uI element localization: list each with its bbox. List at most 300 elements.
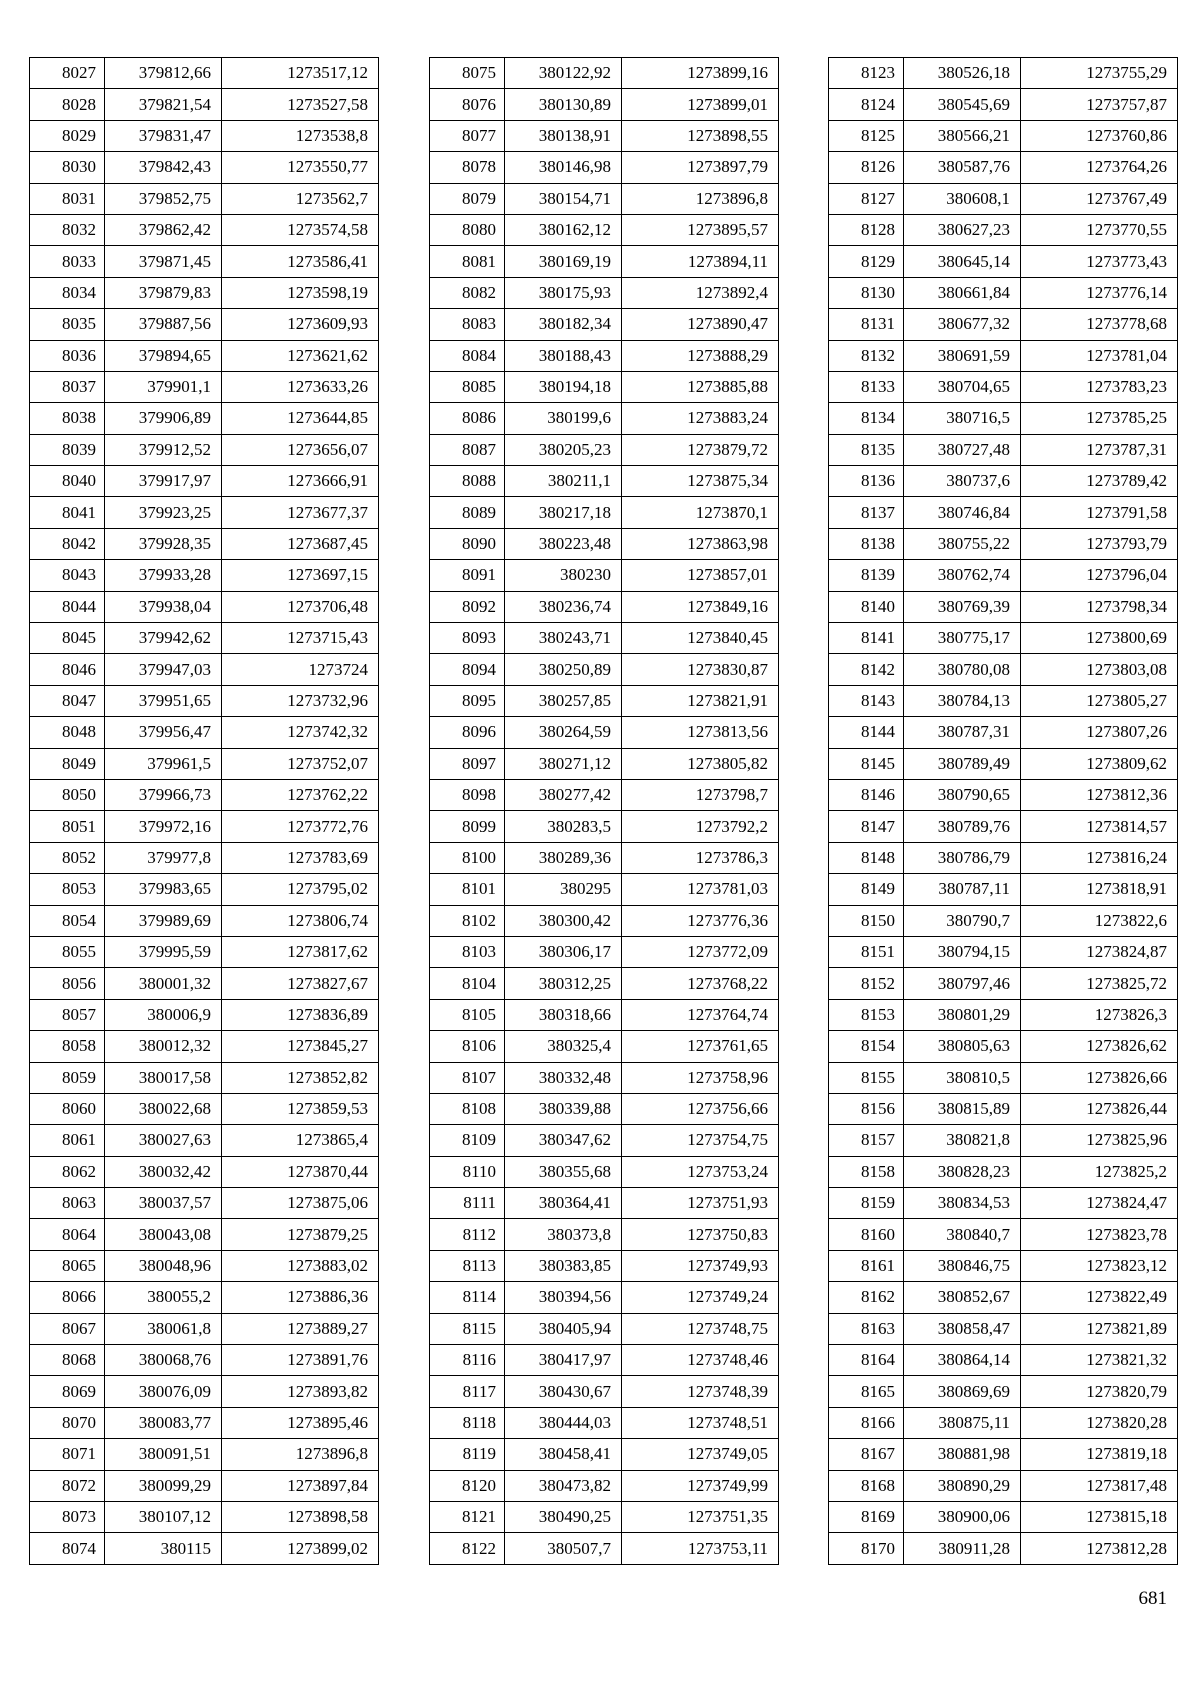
table-row [30,1031,379,1062]
table-row [30,748,379,779]
table-row [829,434,1178,465]
table-row [30,654,379,685]
y-coordinate-cell: 1273748,46 [622,1345,779,1376]
point-number-cell: 8090 [430,528,505,559]
table-row [430,277,779,308]
x-coordinate-cell: 379852,75 [105,183,222,214]
x-coordinate-cell: 380068,76 [105,1345,222,1376]
table-row [430,685,779,716]
x-coordinate-cell: 380236,74 [505,591,622,622]
x-coordinate-cell: 380017,58 [105,1062,222,1093]
table-row [30,1470,379,1501]
y-coordinate-cell: 1273748,51 [622,1407,779,1438]
y-coordinate-cell: 1273776,14 [1021,277,1178,308]
x-coordinate-cell: 380801,29 [904,999,1021,1030]
x-coordinate-cell: 380677,32 [904,309,1021,340]
point-number-cell: 8161 [829,1250,904,1281]
table-row [430,58,779,89]
x-coordinate-cell: 379947,03 [105,654,222,685]
y-coordinate-cell: 1273889,27 [222,1313,379,1344]
x-coordinate-cell: 379995,59 [105,936,222,967]
table-row [829,89,1178,120]
table-row [430,1533,779,1564]
y-coordinate-cell: 1273897,79 [622,152,779,183]
y-coordinate-cell: 1273815,18 [1021,1501,1178,1532]
table-row [829,403,1178,434]
point-number-cell: 8035 [30,309,105,340]
table-row [829,1031,1178,1062]
table-row [30,1062,379,1093]
x-coordinate-cell: 380332,48 [505,1062,622,1093]
table-row [829,999,1178,1030]
y-coordinate-cell: 1273772,76 [222,811,379,842]
table-row [430,1125,779,1156]
y-coordinate-cell: 1273781,03 [622,874,779,905]
table-row [30,560,379,591]
point-number-cell: 8168 [829,1470,904,1501]
table-row [430,1439,779,1470]
x-coordinate-cell: 380022,68 [105,1093,222,1124]
x-coordinate-cell: 380076,09 [105,1376,222,1407]
y-coordinate-cell: 1273825,2 [1021,1156,1178,1187]
y-coordinate-cell: 1273550,77 [222,152,379,183]
point-number-cell: 8152 [829,968,904,999]
y-coordinate-cell: 1273817,62 [222,936,379,967]
x-coordinate-cell: 379901,1 [105,371,222,402]
table-row [430,874,779,905]
y-coordinate-cell: 1273697,15 [222,560,379,591]
point-number-cell: 8086 [430,403,505,434]
point-number-cell: 8133 [829,371,904,402]
point-number-cell: 8142 [829,654,904,685]
table-row [829,58,1178,89]
x-coordinate-cell: 380355,68 [505,1156,622,1187]
x-coordinate-cell: 380507,7 [505,1533,622,1564]
x-coordinate-cell: 379862,42 [105,214,222,245]
point-number-cell: 8150 [829,905,904,936]
x-coordinate-cell: 380012,32 [105,1031,222,1062]
point-number-cell: 8127 [829,183,904,214]
point-number-cell: 8105 [430,999,505,1030]
x-coordinate-cell: 380130,89 [505,89,622,120]
x-coordinate-cell: 380043,08 [105,1219,222,1250]
point-number-cell: 8073 [30,1501,105,1532]
x-coordinate-cell: 380250,89 [505,654,622,685]
x-coordinate-cell: 380257,85 [505,685,622,716]
point-number-cell: 8158 [829,1156,904,1187]
y-coordinate-cell: 1273821,89 [1021,1313,1178,1344]
x-coordinate-cell: 380900,06 [904,1501,1021,1532]
table-row [430,371,779,402]
point-number-cell: 8034 [30,277,105,308]
point-number-cell: 8156 [829,1093,904,1124]
point-number-cell: 8064 [30,1219,105,1250]
y-coordinate-cell: 1273883,02 [222,1250,379,1281]
x-coordinate-cell: 380405,94 [505,1313,622,1344]
table-row [430,152,779,183]
point-number-cell: 8146 [829,779,904,810]
point-number-cell: 8052 [30,842,105,873]
y-coordinate-cell: 1273888,29 [622,340,779,371]
y-coordinate-cell: 1273830,87 [622,654,779,685]
y-coordinate-cell: 1273824,47 [1021,1188,1178,1219]
y-coordinate-cell: 1273836,89 [222,999,379,1030]
point-number-cell: 8128 [829,214,904,245]
table-row [430,842,779,873]
x-coordinate-cell: 379961,5 [105,748,222,779]
point-number-cell: 8098 [430,779,505,810]
table-row [430,905,779,936]
x-coordinate-cell: 380430,67 [505,1376,622,1407]
y-coordinate-cell: 1273898,58 [222,1501,379,1532]
table-row [829,623,1178,654]
point-number-cell: 8111 [430,1188,505,1219]
table-row [430,434,779,465]
x-coordinate-cell: 380790,7 [904,905,1021,936]
table-row [430,466,779,497]
y-coordinate-cell: 1273749,99 [622,1470,779,1501]
point-number-cell: 8093 [430,623,505,654]
table-row [829,246,1178,277]
point-number-cell: 8039 [30,434,105,465]
table-row [829,1313,1178,1344]
point-number-cell: 8107 [430,1062,505,1093]
point-number-cell: 8041 [30,497,105,528]
y-coordinate-cell: 1273820,79 [1021,1376,1178,1407]
x-coordinate-cell: 379894,65 [105,340,222,371]
table-row [430,717,779,748]
table-row [30,1439,379,1470]
point-number-cell: 8170 [829,1533,904,1564]
table-row [829,1188,1178,1219]
x-coordinate-cell: 380755,22 [904,528,1021,559]
y-coordinate-cell: 1273892,4 [622,277,779,308]
x-coordinate-cell: 380762,74 [904,560,1021,591]
point-number-cell: 8058 [30,1031,105,1062]
table-row [829,528,1178,559]
y-coordinate-cell: 1273821,91 [622,685,779,716]
table-row [30,1407,379,1438]
x-coordinate-cell: 380243,71 [505,623,622,654]
x-coordinate-cell: 379879,83 [105,277,222,308]
point-number-cell: 8147 [829,811,904,842]
table-row [30,999,379,1030]
x-coordinate-cell: 380032,42 [105,1156,222,1187]
table-row [430,183,779,214]
table-row [30,1376,379,1407]
y-coordinate-cell: 1273899,01 [622,89,779,120]
y-coordinate-cell: 1273891,76 [222,1345,379,1376]
point-number-cell: 8036 [30,340,105,371]
table-row [430,1313,779,1344]
x-coordinate-cell: 380846,75 [904,1250,1021,1281]
x-coordinate-cell: 380306,17 [505,936,622,967]
y-coordinate-cell: 1273895,46 [222,1407,379,1438]
point-number-cell: 8104 [430,968,505,999]
x-coordinate-cell: 380347,62 [505,1125,622,1156]
point-number-cell: 8169 [829,1501,904,1532]
y-coordinate-cell: 1273687,45 [222,528,379,559]
x-coordinate-cell: 380295 [505,874,622,905]
x-coordinate-cell: 380300,42 [505,905,622,936]
table-row [430,1188,779,1219]
x-coordinate-cell: 380138,91 [505,120,622,151]
y-coordinate-cell: 1273840,45 [622,623,779,654]
x-coordinate-cell: 380271,12 [505,748,622,779]
point-number-cell: 8126 [829,152,904,183]
point-number-cell: 8054 [30,905,105,936]
point-number-cell: 8053 [30,874,105,905]
point-number-cell: 8137 [829,497,904,528]
table-row [829,905,1178,936]
point-number-cell: 8062 [30,1156,105,1187]
x-coordinate-cell: 380154,71 [505,183,622,214]
x-coordinate-cell: 380027,63 [105,1125,222,1156]
table-row [829,340,1178,371]
y-coordinate-cell: 1273666,91 [222,466,379,497]
table-row [430,748,779,779]
x-coordinate-cell: 380864,14 [904,1345,1021,1376]
x-coordinate-cell: 379831,47 [105,120,222,151]
y-coordinate-cell: 1273825,96 [1021,1125,1178,1156]
x-coordinate-cell: 380746,84 [904,497,1021,528]
x-coordinate-cell: 380627,23 [904,214,1021,245]
table-row [30,905,379,936]
point-number-cell: 8077 [430,120,505,151]
table-row [829,1533,1178,1564]
x-coordinate-cell: 380037,57 [105,1188,222,1219]
x-coordinate-cell: 379871,45 [105,246,222,277]
y-coordinate-cell: 1273822,49 [1021,1282,1178,1313]
y-coordinate-cell: 1273857,01 [622,560,779,591]
table-row [430,1470,779,1501]
point-number-cell: 8165 [829,1376,904,1407]
y-coordinate-cell: 1273749,05 [622,1439,779,1470]
y-coordinate-cell: 1273781,04 [1021,340,1178,371]
point-number-cell: 8056 [30,968,105,999]
y-coordinate-cell: 1273762,22 [222,779,379,810]
x-coordinate-cell: 380006,9 [105,999,222,1030]
table-row [30,466,379,497]
x-coordinate-cell: 379812,66 [105,58,222,89]
y-coordinate-cell: 1273756,66 [622,1093,779,1124]
table-row [829,466,1178,497]
y-coordinate-cell: 1273677,37 [222,497,379,528]
y-coordinate-cell: 1273656,07 [222,434,379,465]
point-number-cell: 8085 [430,371,505,402]
point-number-cell: 8078 [430,152,505,183]
table-row [30,936,379,967]
table-row [30,1345,379,1376]
point-number-cell: 8094 [430,654,505,685]
table-row [430,1219,779,1250]
y-coordinate-cell: 1273732,96 [222,685,379,716]
table-row [30,1282,379,1313]
y-coordinate-cell: 1273757,87 [1021,89,1178,120]
x-coordinate-cell: 380061,8 [105,1313,222,1344]
x-coordinate-cell: 380526,18 [904,58,1021,89]
table-row [30,246,379,277]
point-number-cell: 8118 [430,1407,505,1438]
table-row [430,1250,779,1281]
point-number-cell: 8047 [30,685,105,716]
table-row [30,685,379,716]
x-coordinate-cell: 380810,5 [904,1062,1021,1093]
point-number-cell: 8031 [30,183,105,214]
point-number-cell: 8121 [430,1501,505,1532]
x-coordinate-cell: 380780,08 [904,654,1021,685]
x-coordinate-cell: 380911,28 [904,1533,1021,1564]
y-coordinate-cell: 1273768,22 [622,968,779,999]
point-number-cell: 8097 [430,748,505,779]
point-number-cell: 8153 [829,999,904,1030]
point-number-cell: 8045 [30,623,105,654]
y-coordinate-cell: 1273795,02 [222,874,379,905]
x-coordinate-cell: 380211,1 [505,466,622,497]
y-coordinate-cell: 1273826,66 [1021,1062,1178,1093]
y-coordinate-cell: 1273818,91 [1021,874,1178,905]
x-coordinate-cell: 380230 [505,560,622,591]
table-row [30,120,379,151]
point-number-cell: 8160 [829,1219,904,1250]
table-row [430,591,779,622]
x-coordinate-cell: 380869,69 [904,1376,1021,1407]
table-row [829,560,1178,591]
table-row [430,811,779,842]
point-number-cell: 8071 [30,1439,105,1470]
table-row [30,434,379,465]
coordinates-table-3 [828,57,1178,1565]
x-coordinate-cell: 379972,16 [105,811,222,842]
x-coordinate-cell: 380775,17 [904,623,1021,654]
point-number-cell: 8122 [430,1533,505,1564]
y-coordinate-cell: 1273609,93 [222,309,379,340]
x-coordinate-cell: 379933,28 [105,560,222,591]
point-number-cell: 8143 [829,685,904,716]
x-coordinate-cell: 380787,11 [904,874,1021,905]
y-coordinate-cell: 1273807,26 [1021,717,1178,748]
x-coordinate-cell: 379977,8 [105,842,222,873]
table-row [430,1062,779,1093]
page-number: 681 [1138,1588,1167,1609]
point-number-cell: 8044 [30,591,105,622]
y-coordinate-cell: 1273792,2 [622,811,779,842]
point-number-cell: 8049 [30,748,105,779]
x-coordinate-cell: 380373,8 [505,1219,622,1250]
y-coordinate-cell: 1273752,07 [222,748,379,779]
table-row [829,779,1178,810]
y-coordinate-cell: 1273758,96 [622,1062,779,1093]
table-row [829,1345,1178,1376]
table-row [430,246,779,277]
table-row [30,1250,379,1281]
x-coordinate-cell: 380852,67 [904,1282,1021,1313]
point-number-cell: 8164 [829,1345,904,1376]
y-coordinate-cell: 1273895,57 [622,214,779,245]
y-coordinate-cell: 1273770,55 [1021,214,1178,245]
x-coordinate-cell: 380661,84 [904,277,1021,308]
x-coordinate-cell: 380444,03 [505,1407,622,1438]
x-coordinate-cell: 380048,96 [105,1250,222,1281]
x-coordinate-cell: 380099,29 [105,1470,222,1501]
x-coordinate-cell: 380737,6 [904,466,1021,497]
point-number-cell: 8163 [829,1313,904,1344]
y-coordinate-cell: 1273865,4 [222,1125,379,1156]
x-coordinate-cell: 380199,6 [505,403,622,434]
x-coordinate-cell: 380834,53 [904,1188,1021,1219]
point-number-cell: 8125 [829,120,904,151]
x-coordinate-cell: 380691,59 [904,340,1021,371]
table-row [829,1407,1178,1438]
y-coordinate-cell: 1273798,34 [1021,591,1178,622]
y-coordinate-cell: 1273852,82 [222,1062,379,1093]
table-row [829,591,1178,622]
point-number-cell: 8113 [430,1250,505,1281]
y-coordinate-cell: 1273870,1 [622,497,779,528]
y-coordinate-cell: 1273753,11 [622,1533,779,1564]
x-coordinate-cell: 379887,56 [105,309,222,340]
x-coordinate-cell: 380162,12 [505,214,622,245]
table-row [430,528,779,559]
y-coordinate-cell: 1273823,12 [1021,1250,1178,1281]
table-row [829,371,1178,402]
table-row [430,968,779,999]
point-number-cell: 8110 [430,1156,505,1187]
point-number-cell: 8032 [30,214,105,245]
table-row [829,1219,1178,1250]
y-coordinate-cell: 1273823,78 [1021,1219,1178,1250]
table-row [829,685,1178,716]
x-coordinate-cell: 380364,41 [505,1188,622,1219]
table-row [430,999,779,1030]
table-row [829,1439,1178,1470]
table-row [829,842,1178,873]
y-coordinate-cell: 1273875,34 [622,466,779,497]
y-coordinate-cell: 1273896,8 [222,1439,379,1470]
point-number-cell: 8084 [430,340,505,371]
point-number-cell: 8048 [30,717,105,748]
point-number-cell: 8092 [430,591,505,622]
point-number-cell: 8099 [430,811,505,842]
x-coordinate-cell: 379951,65 [105,685,222,716]
point-number-cell: 8038 [30,403,105,434]
table-row [430,403,779,434]
y-coordinate-cell: 1273751,35 [622,1501,779,1532]
point-number-cell: 8101 [430,874,505,905]
y-coordinate-cell: 1273715,43 [222,623,379,654]
x-coordinate-cell: 380875,11 [904,1407,1021,1438]
x-coordinate-cell: 380727,48 [904,434,1021,465]
x-coordinate-cell: 380828,23 [904,1156,1021,1187]
y-coordinate-cell: 1273886,36 [222,1282,379,1313]
y-coordinate-cell: 1273586,41 [222,246,379,277]
point-number-cell: 8144 [829,717,904,748]
y-coordinate-cell: 1273527,58 [222,89,379,120]
table-row [30,152,379,183]
x-coordinate-cell: 379917,97 [105,466,222,497]
table-row [430,497,779,528]
x-coordinate-cell: 379983,65 [105,874,222,905]
point-number-cell: 8083 [430,309,505,340]
table-row [30,1125,379,1156]
x-coordinate-cell: 380821,8 [904,1125,1021,1156]
y-coordinate-cell: 1273706,48 [222,591,379,622]
point-number-cell: 8060 [30,1093,105,1124]
y-coordinate-cell: 1273517,12 [222,58,379,89]
y-coordinate-cell: 1273826,62 [1021,1031,1178,1062]
x-coordinate-cell: 380858,47 [904,1313,1021,1344]
table-row [430,1345,779,1376]
